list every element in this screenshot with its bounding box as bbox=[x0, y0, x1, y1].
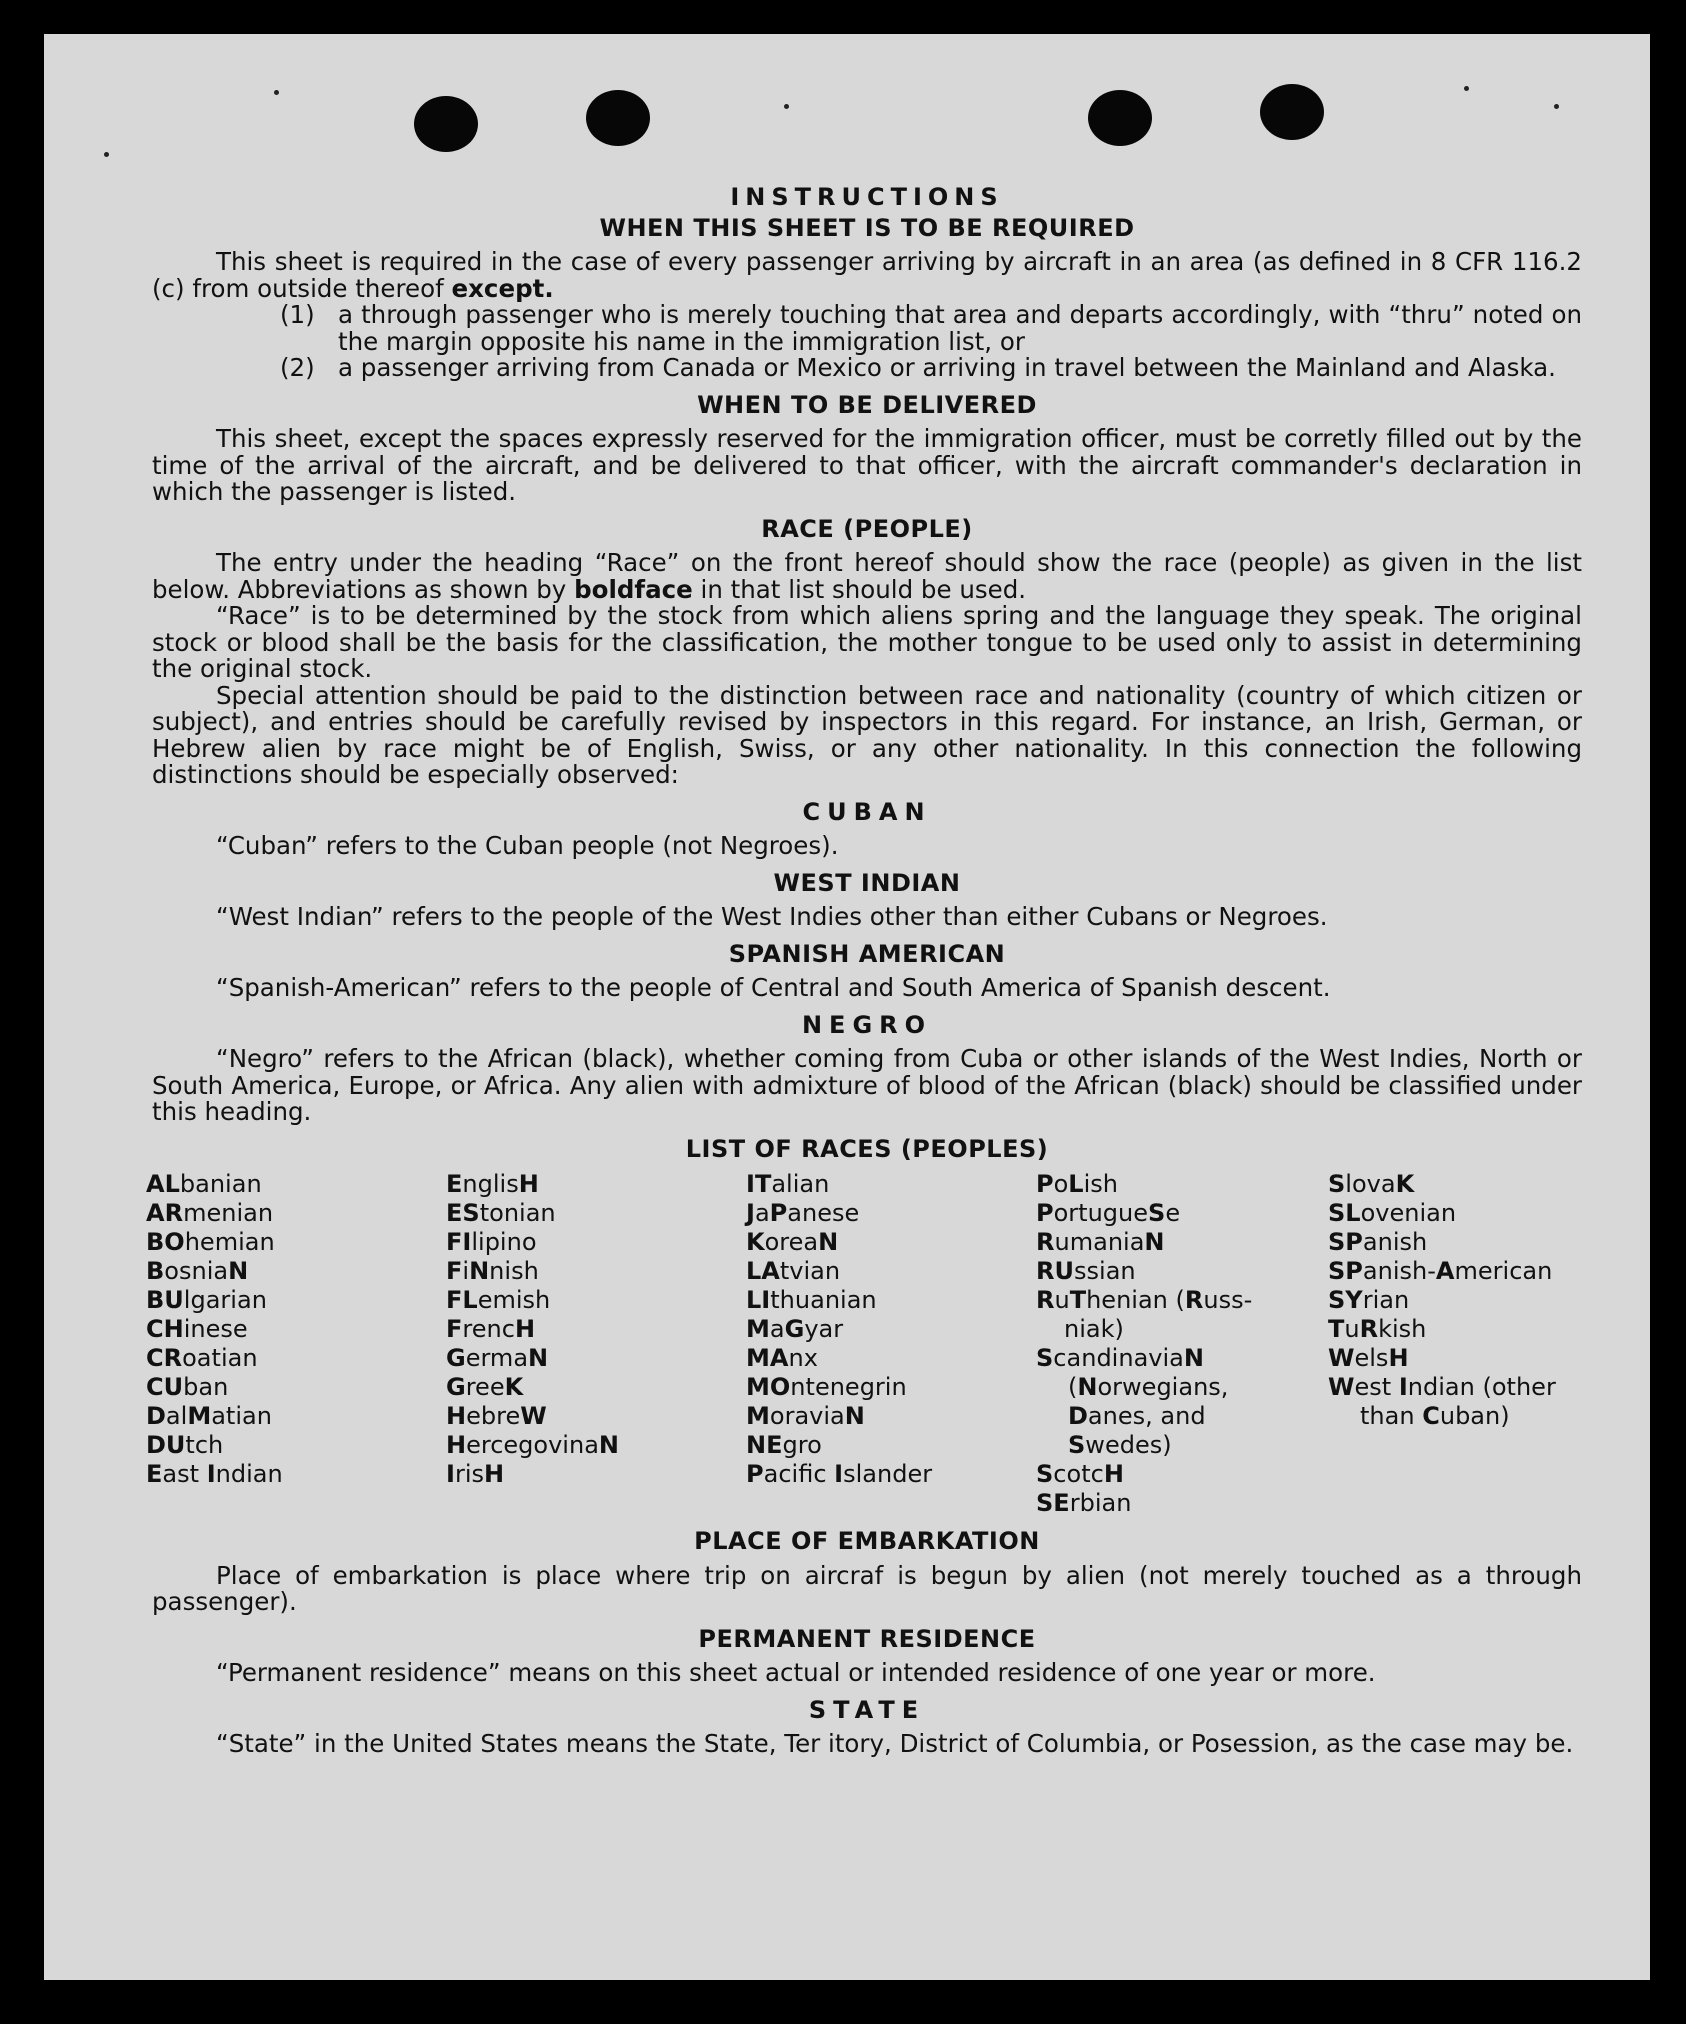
race-item: SlovaK bbox=[1328, 1170, 1415, 1198]
speck bbox=[1464, 86, 1469, 91]
item-number: (1) bbox=[280, 300, 315, 329]
race-item: RuThenian (Russ- bbox=[1036, 1286, 1253, 1314]
race-text: The entry under the heading “Race” on the front hereof should show the race (people) as given in the list below. Abbreviations as shown by bbox=[152, 548, 1582, 604]
required-text: This sheet is required in the case of every passenger arriving by aircraft in an area (as defined in 8 CFR 116.2 (c) from outside thereof bbox=[152, 247, 1582, 303]
race-item: SYrian bbox=[1328, 1286, 1410, 1314]
spanish-american-paragraph: “Spanish-American” refers to the people of Central and South America of Spanish descent. bbox=[216, 973, 1331, 1002]
west-indian-paragraph: “West Indian” refers to the people of the West Indies other than either Cubans or Negroes. bbox=[216, 902, 1328, 931]
punch-hole bbox=[1088, 90, 1152, 146]
speck bbox=[104, 152, 109, 157]
section-heading-list-of-races: LIST OF RACES (PEOPLES) bbox=[685, 1134, 1049, 1163]
race-item: CRoatian bbox=[146, 1344, 258, 1372]
race-item: DalMatian bbox=[146, 1402, 272, 1430]
required-paragraph bbox=[152, 249, 1582, 302]
item-number: (2) bbox=[280, 353, 315, 382]
race-item: SErbian bbox=[1036, 1489, 1132, 1517]
race-item: PortugueSe bbox=[1036, 1199, 1181, 1227]
speck bbox=[274, 90, 279, 95]
residence-paragraph: “Permanent residence” means on this sheet actual or intended residence of one year or more. bbox=[216, 1658, 1376, 1687]
race-item: MaGyar bbox=[746, 1315, 844, 1343]
race-item: EStonian bbox=[446, 1199, 556, 1227]
item-text: a through passenger who is merely touching that area and departs accordingly, with “thru” noted on the margin opposite his name in the immigration list, or bbox=[338, 300, 1582, 356]
speck bbox=[1554, 104, 1559, 109]
race-item: GreeK bbox=[446, 1373, 524, 1401]
race-item: CUban bbox=[146, 1373, 229, 1401]
section-heading-west-indian: WEST INDIAN bbox=[773, 868, 961, 897]
section-heading-spanish-american: SPANISH AMERICAN bbox=[728, 939, 1006, 968]
race-item: West Indian (other bbox=[1328, 1373, 1556, 1401]
race-item: ScandinaviaN bbox=[1036, 1344, 1204, 1372]
race-item: PoLish bbox=[1036, 1170, 1118, 1198]
punch-hole bbox=[414, 96, 478, 152]
race-item: ITalian bbox=[746, 1170, 830, 1198]
race-item: FiNnish bbox=[446, 1257, 539, 1285]
race-item: CHinese bbox=[146, 1315, 248, 1343]
cuban-paragraph: “Cuban” refers to the Cuban people (not Negroes). bbox=[216, 831, 839, 860]
race-item: ALbanian bbox=[146, 1170, 262, 1198]
race-item: KoreaN bbox=[746, 1228, 839, 1256]
race-item-continued: than Cuban) bbox=[1360, 1402, 1510, 1430]
race-item: SPanish-American bbox=[1328, 1257, 1553, 1285]
race-item: FrencH bbox=[446, 1315, 536, 1343]
race-item: RUssian bbox=[1036, 1257, 1136, 1285]
race-paragraph-3: Special attention should be paid to the distinction between race and nationality (country of which citizen or subject), and entries should be carefully revised by inspectors in this regard. For instance, an Irish, German, or Hebrew alien by race might be of English, Swiss, or any other nationality. In this connection the following distinctions should be especially observed: bbox=[152, 680, 1582, 789]
race-item: IrisH bbox=[446, 1460, 505, 1488]
race-item: BOhemian bbox=[146, 1228, 275, 1256]
races-column-4 bbox=[1036, 1170, 1328, 1518]
section-heading-residence: PERMANENT RESIDENCE bbox=[698, 1624, 1036, 1653]
race-item: MoraviaN bbox=[746, 1402, 865, 1430]
races-column-5 bbox=[1328, 1170, 1578, 1518]
section-heading-negro: NEGRO bbox=[801, 1010, 933, 1039]
race-item: HercegovinaN bbox=[446, 1431, 619, 1459]
boldface-word: boldface bbox=[574, 574, 693, 604]
race-item: East Indian bbox=[146, 1460, 283, 1488]
required-item bbox=[152, 355, 1582, 382]
race-item: DUtch bbox=[146, 1431, 224, 1459]
race-item: TuRkish bbox=[1328, 1315, 1427, 1343]
race-item: WelsH bbox=[1328, 1344, 1409, 1372]
race-item: HebreW bbox=[446, 1402, 547, 1430]
section-heading-embarkation: PLACE OF EMBARKATION bbox=[694, 1527, 1040, 1555]
race-item: LIthuanian bbox=[746, 1286, 877, 1314]
race-item: JaPanese bbox=[746, 1199, 860, 1227]
race-item: GermaN bbox=[446, 1344, 549, 1372]
section-heading-cuban: CUBAN bbox=[802, 797, 932, 826]
race-paragraph-1 bbox=[152, 550, 1582, 603]
race-item-continued: Swedes) bbox=[1068, 1431, 1172, 1459]
section-heading-required: WHEN THIS SHEET IS TO BE REQUIRED bbox=[599, 213, 1135, 242]
race-text: in that list should be used. bbox=[692, 574, 1027, 604]
except-word: except. bbox=[451, 273, 554, 303]
race-item: ScotcH bbox=[1036, 1460, 1124, 1488]
speck bbox=[784, 104, 789, 109]
race-item: EnglisH bbox=[446, 1170, 539, 1198]
race-item: MAnx bbox=[746, 1344, 818, 1372]
races-column-3 bbox=[746, 1170, 1036, 1518]
race-item: ARmenian bbox=[146, 1199, 274, 1227]
race-item: SPanish bbox=[1328, 1228, 1428, 1256]
state-paragraph: “State” in the United States means the State, Ter itory, District of Columbia, or Posession, as the case may be. bbox=[216, 1729, 1574, 1758]
race-paragraph-2: “Race” is to be determined by the stock from which aliens spring and the language they speak. The original stock or blood shall be the basis for the classification, the mother tongue to be used only to assist in determining the original stock. bbox=[152, 601, 1582, 683]
race-item-continued: Danes, and bbox=[1068, 1402, 1206, 1430]
race-item: MOntenegrin bbox=[746, 1373, 907, 1401]
embarkation-paragraph: Place of embarkation is place where trip on aircraf is begun by alien (not merely touched as a through passenger). bbox=[152, 1560, 1582, 1616]
section-heading-state: STATE bbox=[808, 1695, 926, 1724]
race-item: LAtvian bbox=[746, 1257, 841, 1285]
race-item: NEgro bbox=[746, 1431, 822, 1459]
race-item: BosniaN bbox=[146, 1257, 249, 1285]
race-item-continued: (Norwegians, bbox=[1068, 1373, 1229, 1401]
punch-hole bbox=[586, 90, 650, 146]
race-item: RumaniaN bbox=[1036, 1228, 1165, 1256]
race-item-continued: niak) bbox=[1064, 1315, 1124, 1343]
instructions-content bbox=[146, 183, 1582, 1758]
document-sheet bbox=[44, 34, 1650, 1980]
required-item bbox=[152, 302, 1582, 355]
races-list bbox=[146, 1170, 1576, 1518]
section-heading-delivered: WHEN TO BE DELIVERED bbox=[697, 390, 1037, 419]
delivered-paragraph: This sheet, except the spaces expressly reserved for the immigration officer, must be corretly filled out by the time of the arrival of the aircraft, and be delivered to that officer, with the aircraft commander's declaration in which the passenger is listed. bbox=[152, 424, 1582, 506]
race-item: FIlipino bbox=[446, 1228, 537, 1256]
page-title: INSTRUCTIONS bbox=[730, 183, 1004, 211]
punch-hole bbox=[1260, 84, 1324, 140]
race-item: Pacifc Islander bbox=[746, 1460, 933, 1488]
negro-paragraph: “Negro” refers to the African (black), whether coming from Cuba or other islands of the West Indies, North or South America, Europe, or Africa. Any alien with admixture of blood of the African (black) should be classified under this heading. bbox=[152, 1044, 1582, 1126]
races-column-1 bbox=[146, 1170, 446, 1518]
races-column-2 bbox=[446, 1170, 746, 1518]
race-item: FLemish bbox=[446, 1286, 551, 1314]
section-heading-race: RACE (PEOPLE) bbox=[761, 514, 973, 543]
race-item: SLovenian bbox=[1328, 1199, 1457, 1227]
item-text: a passenger arriving from Canada or Mexico or arriving in travel between the Mainland and Alaska. bbox=[338, 353, 1556, 382]
race-item: BUlgarian bbox=[146, 1286, 267, 1314]
